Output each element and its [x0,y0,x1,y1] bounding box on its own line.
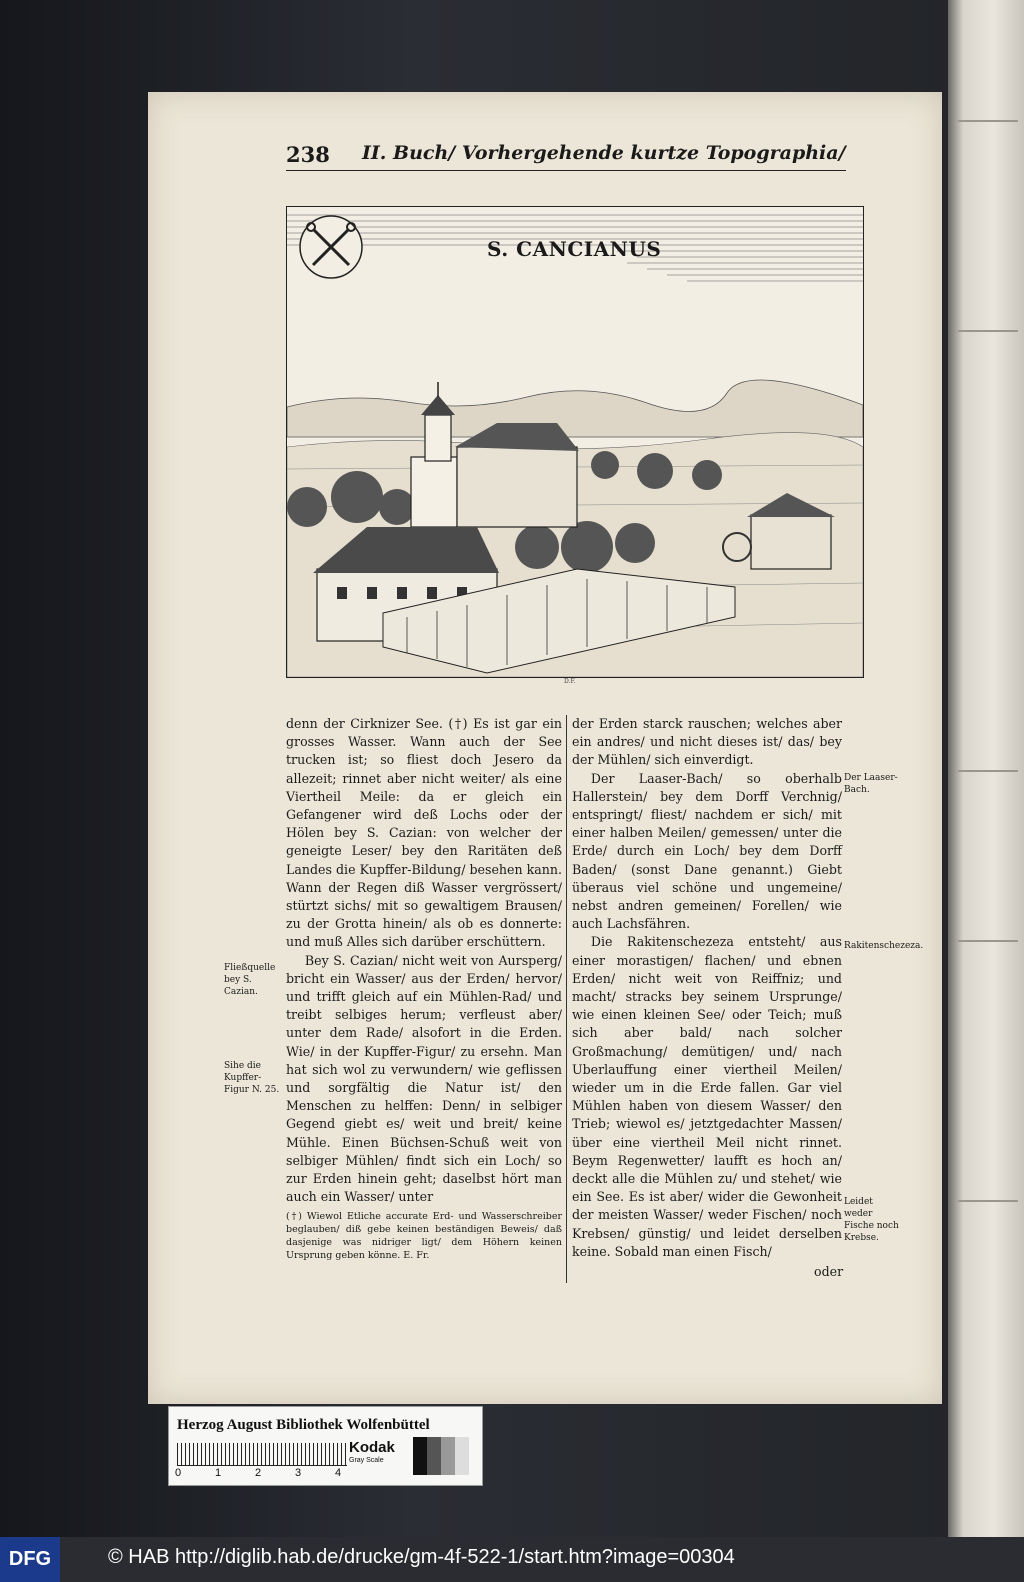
footer-bar [0,1537,1024,1582]
margin-note-laaser: Der Laaser-Bach. [844,773,898,795]
page-number: 238 [286,142,330,167]
footnote: (†) Wiewol Etliche accurate Erd- und Wasserschreiber beglauben/ diß gebe keinen beständigen Beweis/ daß dasjenige was nidriger ligt/ dem Höhern keinen Ursprung geben könne. E. Fr. [286,1211,562,1262]
catchword: oder [814,1264,844,1279]
gray-patches [413,1437,469,1475]
paragraph: Die Rakitenschezeza entsteht/ aus einer morastigen/ flachen/ und ebnen Erden/ nicht weit von Reiffniz; und macht/ stracks bey seinem Ursprunge/ wie einen kleinen See/ oder Teich; muß sich aber bald/ nach solcher Großmachung/ demütigen/ und/ nach Uberlauffung einer viertheil Meilen/ wieder um in die Erde fallen. Gar viel Mühlen haben von diesem Wasser/ den Trieb; wiewol es/ jetztgedachter Massen/ über eine viertheil Meil nicht rinnet. Beym Regenwetter/ laufft es hoch an/ deckt alle die Mühlen zu/ und stehet/ wie ein See. Es ist aber/ wider die Gewonheit der meisten Wasser/ weder Fischen/ noch Krebsen/ günstig/ und leidet derselben keine. Sobald man einen Fisch/ [572,934,842,1259]
coat-of-arms-icon [300,216,362,278]
margin-note-fische: Leidet weder Fische noch Krebse. [844,1197,899,1243]
paragraph: Der Laaser-Bach/ so oberhalb Hallerstein/ bey dem Dorff Verchnig/ entspringt/ fliest/ nachdem er sich/ mit einer halben Meilen/ gemessen/ unter die Erde/ durch ein Loch/ bey dem Dorff Baden/ (sonst Dane genannt.) Giebt überaus viel schöne und ungemeine/ nebst andren gemeinen/ Forellen/ wie auch Lachsfähren. [572,770,842,932]
paragraph: der Erden starck rauschen; welches aber ein andres/ und nicht dieses ist/ das/ bey der Mühlen/ sich einverdigt. [572,716,842,768]
gray-scale-label: Gray Scale [349,1457,384,1464]
paragraph: Bey S. Cazian/ nicht weit von Aursperg/ bricht ein Wasser/ aus der Erden/ hervor/ und trifft gleich auf ein Mühlen-Rad/ und treibt selbiges herum; verfleust aber/ unter dem Rade/ alsofort in die Erden. Wie/ in der Kupffer-Figur/ zu ersehn. Man hat sich wol zu verwundern/ wie geflissen und sorgfältig die Natur ist/ den Menschen zu helffen: Denn/ in selbiger Gegend giebt es/ weit und breit/ keine Mühle. Einen Büchsen-Schuß weit von selbiger Mühlen/ findt sich ein Loch/ so zur Erden hinein geht; daselbst hört man auch ein Wasser/ unter [286,952,562,1205]
color-scale-ruler [168,1406,483,1486]
margin-note-kupffer: Sihe die Kupffer-Figur N. 25. [224,1061,280,1095]
margin-note-rakiten: Rakitenschezeza. [844,941,924,951]
column-divider [566,715,567,1283]
ruler-ticks [177,1443,347,1466]
plate-title: S. CANCIANUS [487,237,662,261]
artist-mark: D.F. [564,678,576,685]
library-name: Herzog August Bibliothek Wolfenbüttel [177,1417,430,1433]
kodak-logo: Kodak [349,1439,395,1456]
left-text-column [286,715,562,1262]
ruler-numbers: 0 1 2 3 4 [175,1467,342,1479]
right-text-column [572,715,842,1261]
margin-note-fliessquelle: Fließquelle bey S. Cazian. [224,963,276,997]
copyright-link[interactable]: © HAB http://diglib.hab.de/drucke/gm-4f-522-1/start.htm?image=00304 [108,1546,735,1568]
engraving-illustration [287,207,863,677]
facing-page-edge [948,0,1024,1537]
page-header [286,140,846,171]
paragraph: denn der Cirknizer See. (†) Es ist gar ein grosses Wasser. Wann auch der See trucken ist; so fliest doch Jesero da allezeit; rinnet aber nicht weiter/ als eine Viertheil Meile: da er gleich ein Gefangener wird deß Lochs oder der Hölen bey S. Cazian: von welcher der geneigte Leser/ bey den Raritäten deß Landes die Kupffer-Bildung/ besehen kann. Wann der Regen diß Wasser vergrössert/ stürtzt sichs/ mit so gewaltigem Brausen/ zu der Grotta hinein/ als ob es donnerte: und muß Alles sich darüber erschüttern. [286,716,562,950]
engraving-plate [286,206,864,678]
dfg-logo: DFG [0,1537,60,1582]
running-head: II. Buch/ Vorhergehende kurtze Topographia/ [362,142,846,164]
